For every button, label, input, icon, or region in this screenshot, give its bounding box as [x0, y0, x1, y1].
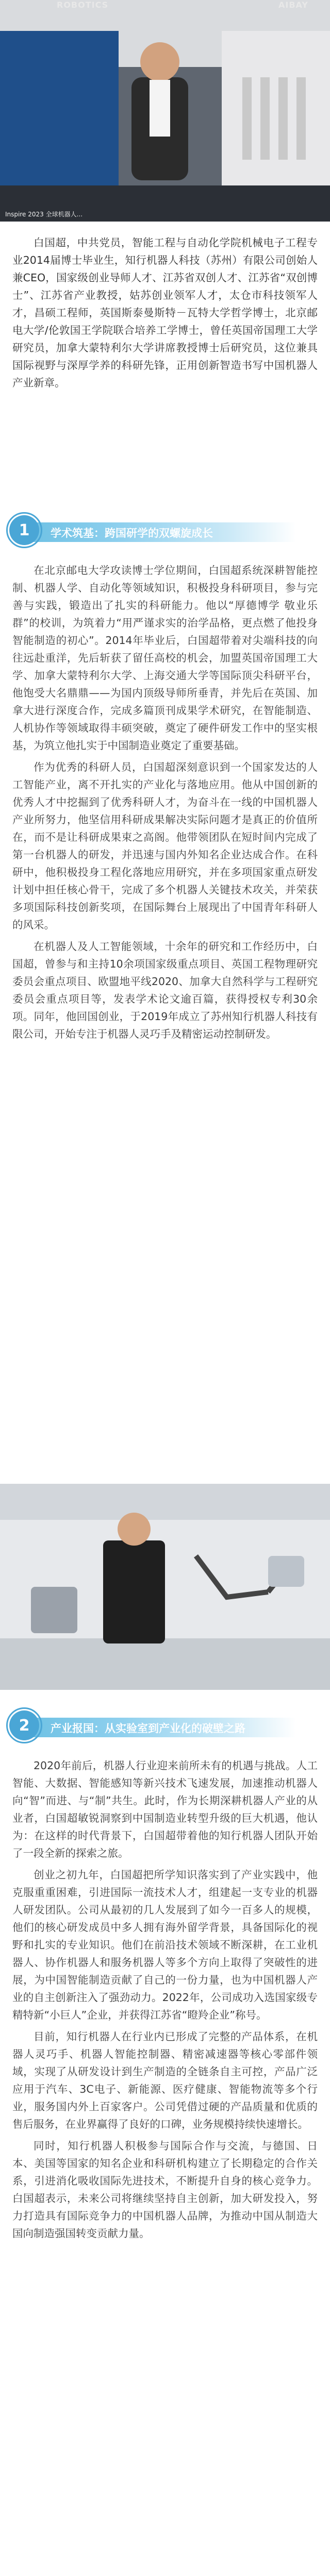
section-number-badge: 1	[9, 515, 39, 545]
section2-paragraph-4: 同时，知行机器人积极参与国际合作与交流，与德国、日本、美国等国家的知名企业和科研机构建立了长期稳定的合作关系，引进消化吸收国际先进技术，不断提升自身的核心竞争力。白国超表示，未来公司将继续坚持自主创新，加大研发投入，努力打造具有国际竞争力的中国机器人品牌，为推动中国从制造大国向制造强国转变贡献力量。	[12, 2140, 318, 2240]
photo-caption: Inspire 2023 全球机器人...	[5, 211, 83, 218]
section2-paragraph-3: 目前，知行机器人在行业内已形成了完整的产品体系，在机器人灵巧手、机器人智能控制器、精密减速器等核心零部件领域，实现了从研发设计到生产制造的全链条自主可控，产品广泛应用于汽车、3C电子、新能源、医疗健康、智能物流等多个行业，服务国内外上百家客户。公司凭借过硬的产品质量和优质的售后服务，在业界赢得了良好的口碑，业务规模持续快速增长。	[12, 2030, 318, 2130]
section-header-2	[9, 1710, 321, 1743]
section-title: 产业报国：从实验室到产业化的破壁之路	[51, 1722, 245, 1735]
section-number-badge: 2	[9, 1710, 39, 1740]
section1-body	[12, 562, 318, 1047]
section1-paragraph-3: 在机器人及人工智能领域，十余年的研究和工作经历中，白国超，曾参与和主持10余项国家级重点项目、英国工程物理研究委员会重点项目、欧盟地平线2020、加拿大自然科学与工程研究委员会重点项目等，发表学术论文逾百篇，获得授权专利30余项。同年，他回国创业，于2019年成立了苏州知行机器人科技有限公司，开始专注于机器人灵巧手及精密运动控制研发。	[12, 940, 318, 1040]
header-photo	[0, 0, 330, 222]
section-header-1	[9, 515, 321, 548]
intro-paragraph: 白国超，中共党员，智能工程与自动化学院机械电子工程专业2014届博士毕业生，知行机器人科技（苏州）有限公司创始人兼CEO，国家级创业导师人才、江苏省双创人才、江苏省“双创博士”、江苏省产业教授，姑苏创业领军人才，太仓市科技领军人才，昌硕工程师，英国斯泰曼斯特－瓦特大学哲学博士，北京邮电大学/伦敦国王学院联合培养工学博士，曾任英国帝国理工大学研究员，加拿大蒙特利尔大学讲席教授博士后研究员，这位兼具国际视野与深厚学养的科研先锋，正用创新智造书写中国机器人产业新章。	[12, 236, 318, 389]
section1-paragraph-1: 在北京邮电大学攻读博士学位期间，白国超系统深耕智能控制、机器人学、自动化等领域知识，积极投身科研项目，参与完善与实践，锻造出了扎实的科研能力。他以“厚德博学 敬业乐群”的校训，为筑着力“用严谨求实的治学品格，更点燃了他投身智能制造的初心”。2014年毕业后，白国超带着对尖端科技的向往远赴重洋，先后斩获了留任高校的机会，加盟英国帝国理工大学、加拿大蒙特利尔大学、上海交通大学等国际顶尖科研平台，他饱受大名鼎鼎——为国内顶级导师所垂青，并先后在英国、加拿大进行深度合作，完成多篇顶刊成果学术研究，在智能制造、人机协作等领域取得丰硕突破，奠定了硬件研发工作中的坚实根基，为筑立他扎实于中国制造业奠定了重要基础。	[12, 564, 318, 752]
stage-scene-image	[0, 0, 330, 222]
brand-left-text: ROBOTICS	[57, 0, 109, 10]
section2-body	[12, 1757, 318, 2246]
lab-photo	[0, 1484, 330, 1690]
brand-right-text: AIBAY	[278, 0, 308, 10]
section2-paragraph-1: 2020年前后，机器人行业迎来前所未有的机遇与挑战。人工智能、大数据、智能感知等新兴技术飞速发展，加速推动机器人向“智”而进、与“制”共生。此时，作为长期深耕机器人产业的从业者，白国超敏锐洞察到中国制造业转型升级的巨大机遇，他认为：在这样的时代背景下，白国超带着他的知行机器人团队开始了一段全新的探索之旅。	[12, 1759, 318, 1859]
lab-scene-image	[0, 1484, 330, 1690]
section1-paragraph-2: 作为优秀的科研人员，白国超深刻意识到一个国家发达的人工智能产业，离不开扎实的产业化与落地应用。他从中国创新的优秀人才中挖掘到了优秀科研人才，为奋斗在一线的中国机器人产业所努力，他坚信用科研成果解决实际问题才是真正的价值所在，而不是让科研成果束之高阁。他带领团队在短时间内完成了第一台机器人的研发，并迅速与国内外知名企业达成合作。在科研中，他积极投身工程化落地应用研究，并在多项国家重点研发计划中担任核心骨干，完成了多个机器人关键技术攻关，并荣获多项国际科技创新奖项，在国际舞台上展现出了中国青年科研人的风采。	[12, 761, 318, 931]
section-title: 学术筑基：跨国研学的双螺旋成长	[51, 527, 213, 539]
intro-block	[12, 234, 318, 396]
section2-paragraph-2: 创业之初九年，白国超把所学知识落实到了产业实践中，他克服重重困难，引进国际一流技术人才，组建起一支专业的机器人研发团队。公司从最初的几人发展到了如今一百多人的规模，他们的核心研发成员中多人拥有海外留学背景，具备国际化的视野和扎实的专业知识。他们在前沿技术领域不断深耕，在工业机器人、协作机器人和服务机器人等多个方向上取得了突破性的进展，为中国智能制造贡献了自己的一份力量，也为中国机器人产业的自主创新注入了强劲动力。2022年，公司成功入选国家级专精特新“小巨人”企业，并获得江苏省“瞪羚企业”称号。	[12, 1869, 318, 2021]
